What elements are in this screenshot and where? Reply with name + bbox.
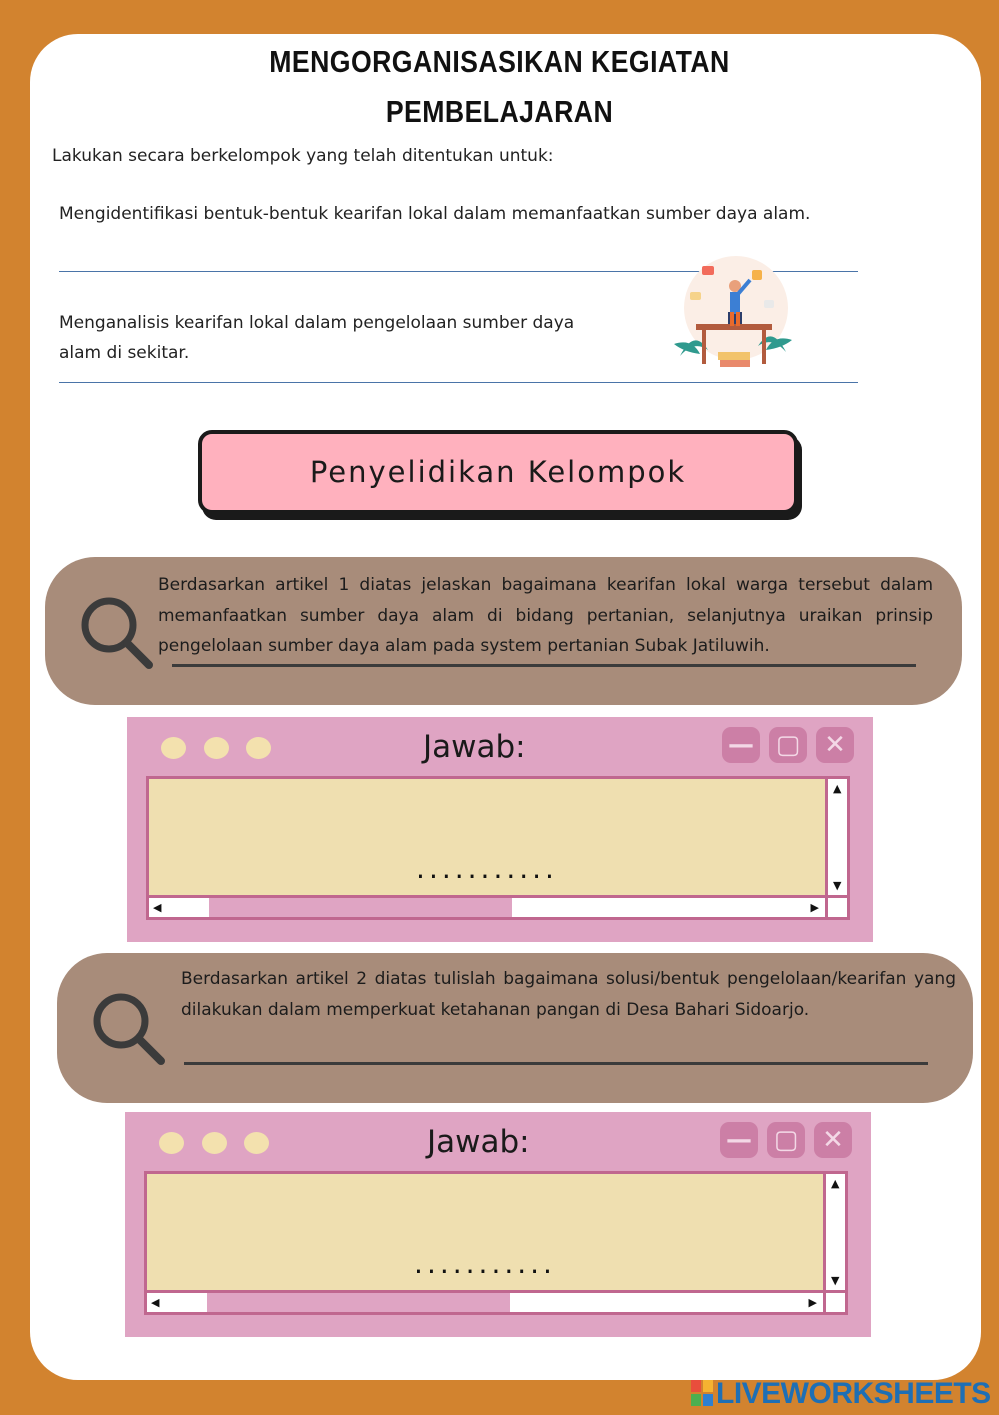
vertical-scrollbar[interactable]	[826, 1171, 848, 1293]
question-card-1	[45, 557, 962, 705]
magnifier-icon	[77, 593, 157, 673]
minimize-icon[interactable]: —	[722, 727, 760, 763]
liveworksheets-logo-icon	[691, 1380, 713, 1406]
objective-2: Menganalisis kearifan lokal dalam pengelolaan sumber daya alam di sekitar.	[59, 313, 575, 363]
magnifier-icon	[89, 989, 169, 1069]
window-dot	[204, 737, 229, 759]
maximize-icon[interactable]: ▢	[767, 1122, 805, 1158]
vertical-scrollbar[interactable]	[828, 776, 850, 898]
scroll-thumb[interactable]	[209, 898, 512, 917]
answer-placeholder: ...........	[414, 1247, 556, 1280]
scroll-left-icon[interactable]: ◀	[153, 901, 162, 914]
answer-input-2[interactable]	[144, 1171, 826, 1293]
window-dot	[202, 1132, 227, 1154]
answer-window-2	[125, 1112, 871, 1337]
scroll-right-icon[interactable]: ▶	[810, 901, 819, 914]
answer-window-title: Jawab:	[427, 1124, 530, 1160]
presenter-illustration	[668, 248, 798, 378]
page-title-line-1: MENGORGANISASIKAN KEGIATAN	[269, 44, 730, 79]
scroll-down-icon[interactable]: ▼	[833, 879, 842, 892]
brand-footer[interactable]: LIVEWORKSHEETS	[716, 1377, 991, 1410]
scroll-corner	[828, 898, 850, 920]
scroll-up-icon[interactable]: ▲	[833, 782, 842, 795]
question-card-2	[57, 953, 973, 1103]
horizontal-scrollbar[interactable]	[146, 898, 828, 920]
minimize-icon[interactable]: —	[720, 1122, 758, 1158]
scroll-right-icon[interactable]: ▶	[808, 1296, 817, 1309]
window-dot	[244, 1132, 269, 1154]
answer-input-1[interactable]	[146, 776, 828, 898]
divider-line	[59, 382, 858, 383]
objective-1: Mengidentifikasi bentuk-bentuk kearifan lokal dalam memanfaatkan sumber daya alam.	[59, 204, 811, 224]
scroll-corner	[826, 1293, 848, 1315]
question-1-text: Berdasarkan artikel 1 diatas jelaskan bagaimana kearifan lokal warga tersebut dalam memanfaatkan sumber daya alam di bidang pertanian, selanjutnya uraikan prinsip pengelolaan sumber daya alam pada system pertanian Subak Jatiluwih.	[158, 575, 933, 656]
scroll-thumb[interactable]	[207, 1293, 510, 1312]
answer-window-title: Jawab:	[423, 729, 526, 765]
window-dot	[161, 737, 186, 759]
underline	[184, 1062, 928, 1065]
section-heading: Penyelidikan Kelompok	[198, 430, 798, 514]
question-2-text: Berdasarkan artikel 2 diatas tulislah bagaimana solusi/bentuk pengelolaan/kearifan yang dilakukan dalam memperkuat ketahanan pangan di Desa Bahari Sidoarjo.	[181, 969, 956, 1020]
underline	[172, 664, 916, 667]
horizontal-scrollbar[interactable]	[144, 1293, 826, 1315]
scroll-down-icon[interactable]: ▼	[831, 1274, 840, 1287]
close-icon[interactable]: ✕	[814, 1122, 852, 1158]
close-icon[interactable]: ✕	[816, 727, 854, 763]
scroll-up-icon[interactable]: ▲	[831, 1177, 840, 1190]
answer-placeholder: ...........	[416, 852, 558, 885]
window-dot	[246, 737, 271, 759]
scroll-left-icon[interactable]: ◀	[151, 1296, 160, 1309]
answer-window-1	[127, 717, 873, 942]
window-dot	[159, 1132, 184, 1154]
maximize-icon[interactable]: ▢	[769, 727, 807, 763]
page-title-line-2: PEMBELAJARAN	[385, 94, 614, 129]
instruction-text: Lakukan secara berkelompok yang telah ditentukan untuk:	[52, 146, 554, 166]
